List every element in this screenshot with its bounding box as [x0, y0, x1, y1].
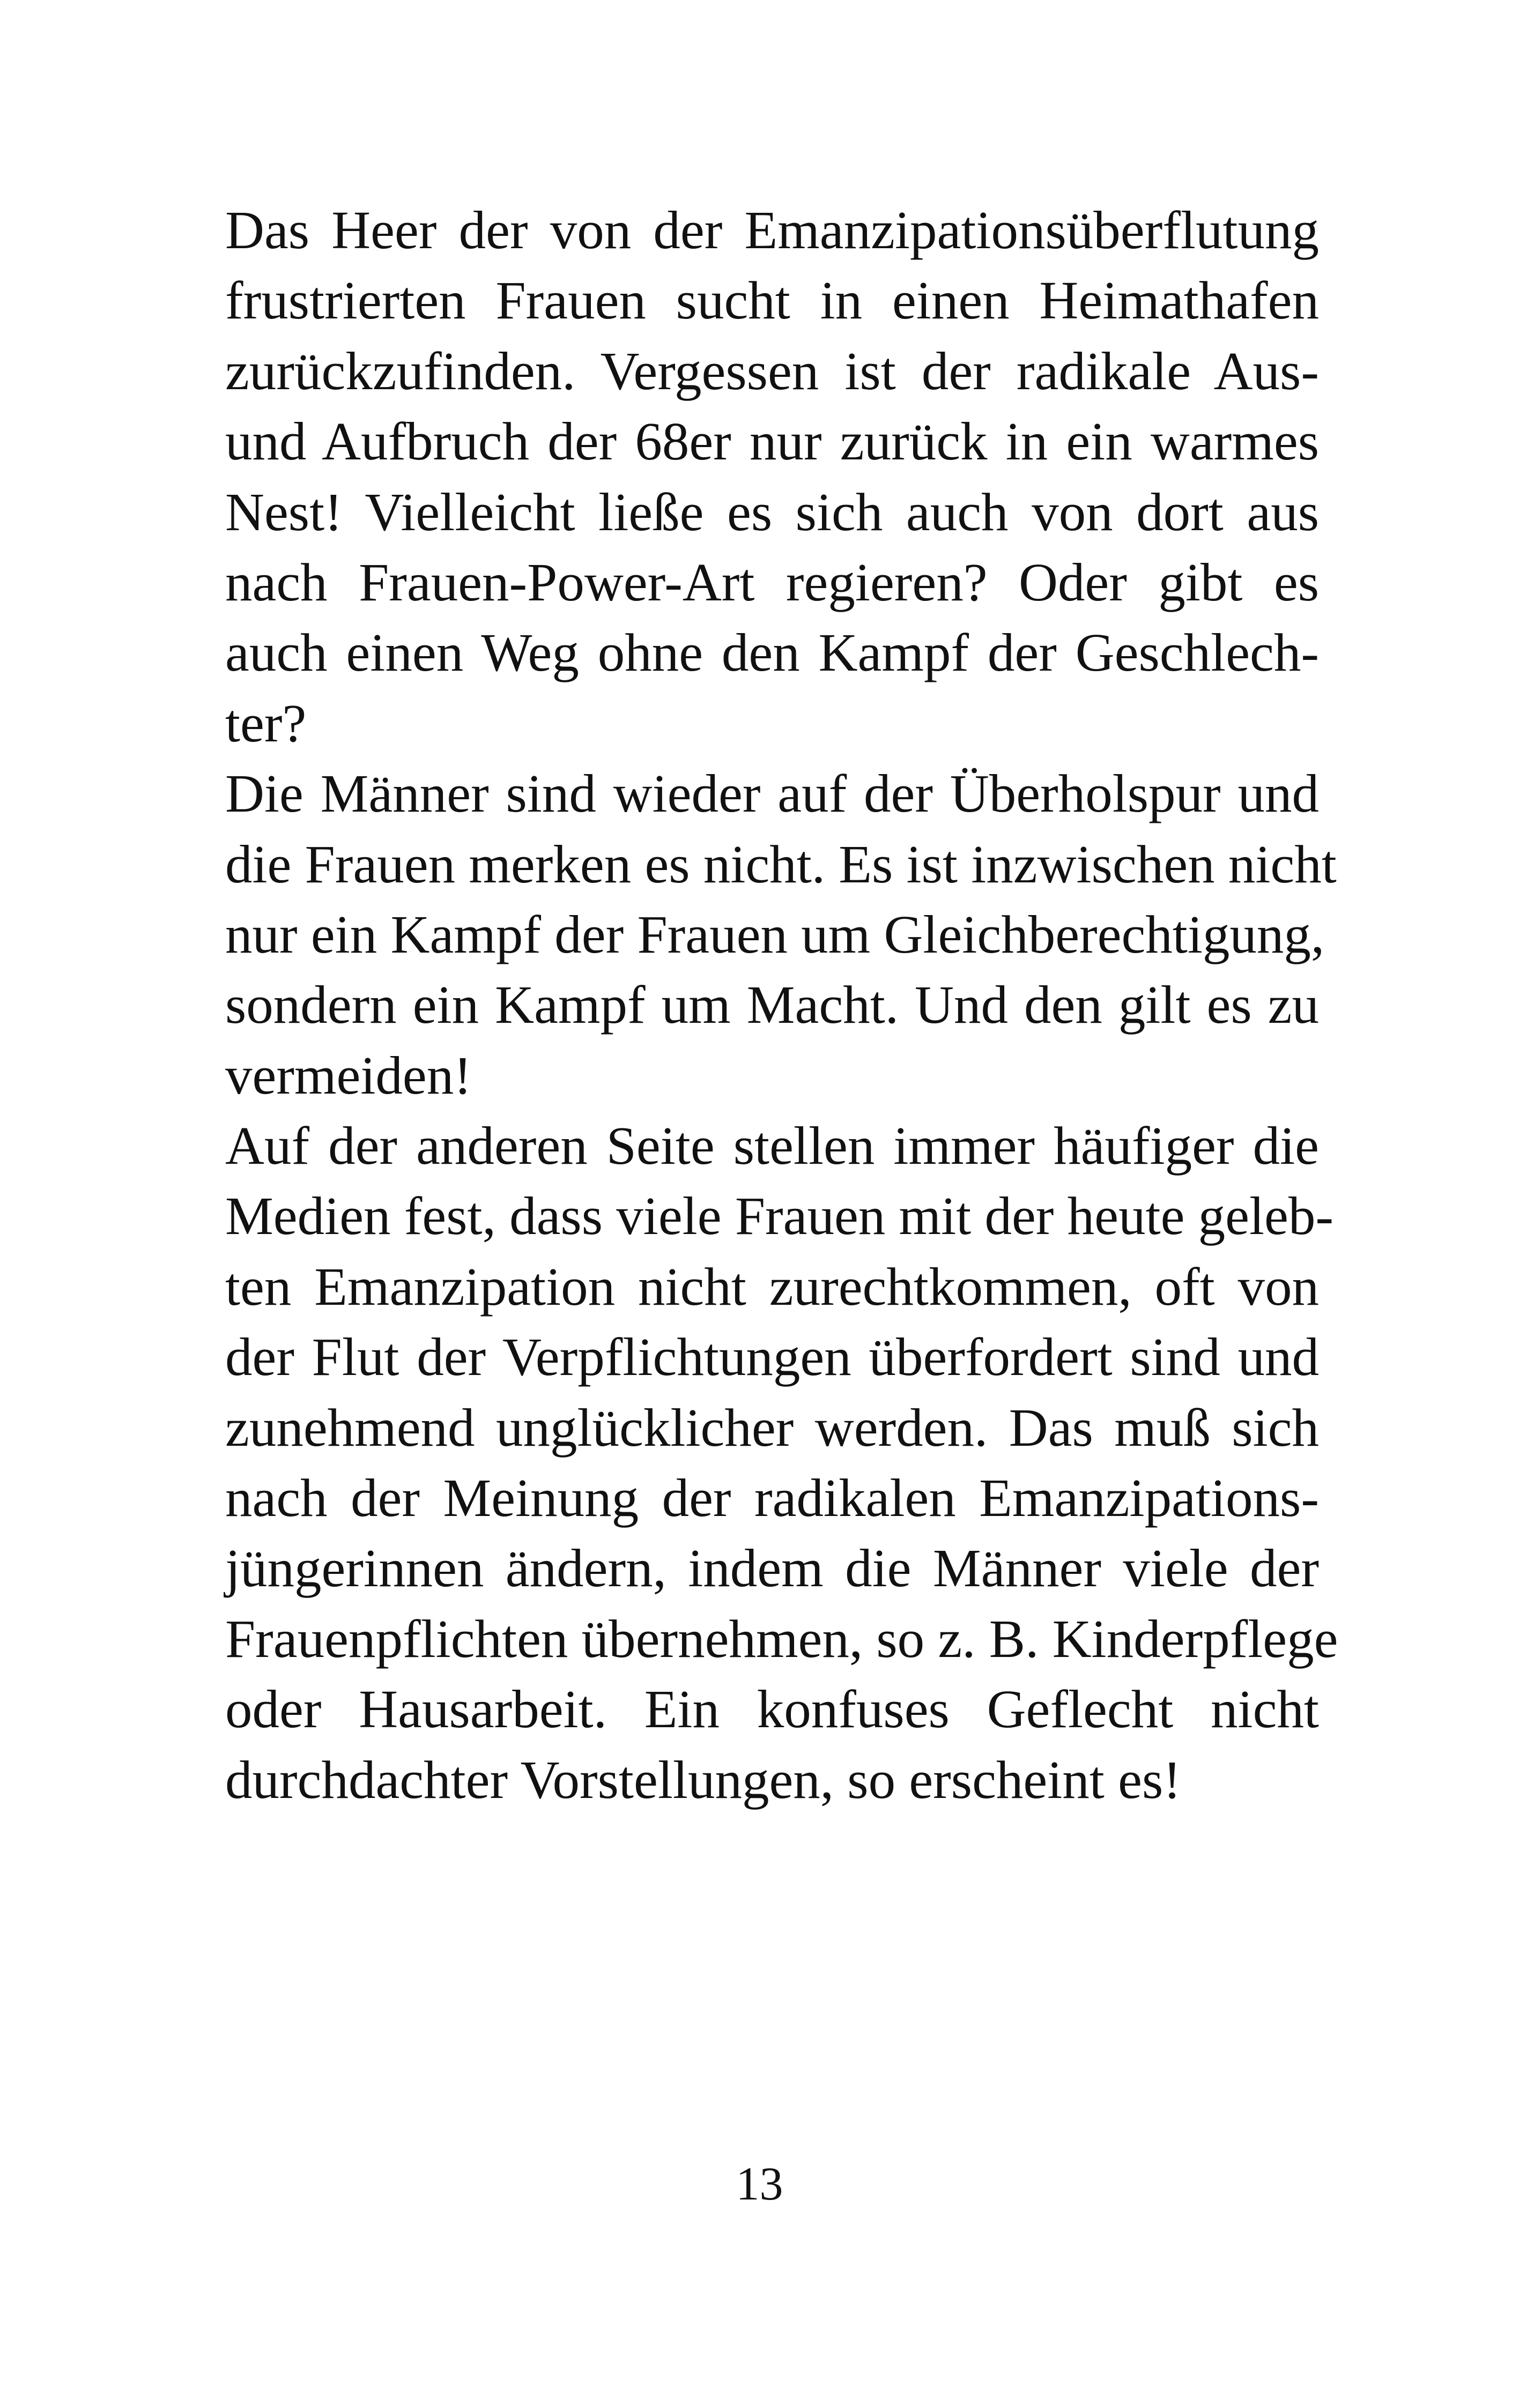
text-line: Medien fest, dass viele Frauen mit der heute geleb- — [225, 1186, 1333, 1246]
page-number: 13 — [736, 2158, 783, 2210]
text-line: sondern ein Kampf um Macht. Und den gilt es zu — [225, 975, 1319, 1035]
text-line: zunehmend unglücklicher werden. Das muß sich — [225, 1397, 1319, 1458]
text-line: nach Frauen-Power-Art regieren? Oder gibt es — [225, 552, 1319, 612]
text-line: vermeiden! — [225, 1045, 472, 1105]
text-line: der Flut der Verpflichtungen überfordert sind und — [225, 1327, 1319, 1387]
text-line: Frauenpflichten übernehmen, so z. B. Kinderpflege — [225, 1608, 1338, 1669]
text-line: zurückzufinden. Vergessen ist der radikale Aus- — [225, 340, 1319, 401]
paragraph-1 — [225, 195, 1319, 759]
text-line: Die Männer sind wieder auf der Überholspur und — [225, 763, 1319, 824]
text-line: ten Emanzipation nicht zurechtkommen, oft von — [225, 1256, 1319, 1317]
text-line: nach der Meinung der radikalen Emanzipations- — [225, 1468, 1319, 1528]
text-line: Das Heer der von der Emanzipationsüberflutung — [225, 200, 1319, 260]
paragraph-2 — [225, 759, 1337, 1111]
body-text — [225, 195, 1338, 1815]
text-line: durchdachter Vorstellungen, so erscheint es! — [225, 1749, 1181, 1810]
text-line: Nest! Vielleicht ließe es sich auch von dort aus — [225, 481, 1319, 542]
text-line: ter? — [225, 693, 307, 753]
text-line: nur ein Kampf der Frauen um Gleichberechtigung, — [225, 904, 1325, 964]
text-line: oder Hausarbeit. Ein konfuses Geflecht nicht — [225, 1679, 1319, 1740]
text-line: jüngerinnen ändern, indem die Männer viele der — [225, 1538, 1319, 1599]
text-line: auch einen Weg ohne den Kampf der Geschlech- — [225, 622, 1319, 683]
text-line: Auf der anderen Seite stellen immer häufiger die — [225, 1116, 1319, 1176]
text-line: die Frauen merken es nicht. Es ist inzwischen nicht — [225, 834, 1337, 894]
text-line: und Aufbruch der 68er nur zurück in ein warmes — [225, 411, 1319, 472]
text-line: frustrierten Frauen sucht in einen Heimathafen — [225, 270, 1319, 331]
paragraph-3 — [225, 1111, 1338, 1815]
